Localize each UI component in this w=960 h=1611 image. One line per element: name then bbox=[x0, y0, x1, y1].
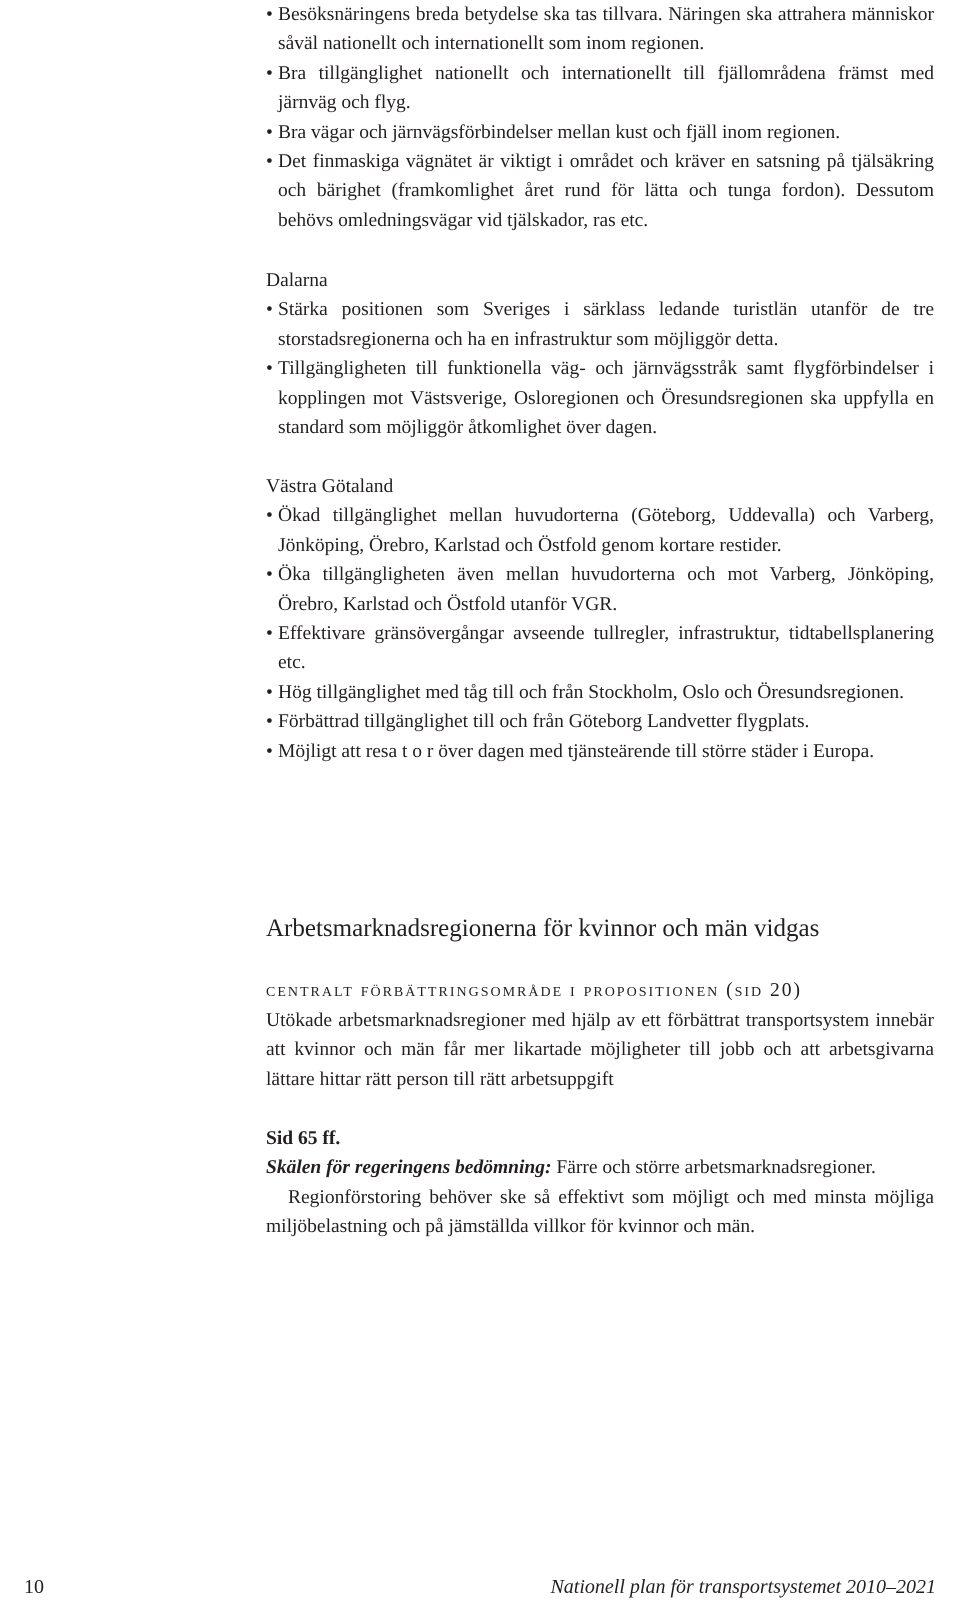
running-title: Nationell plan för transportsystemet 2010–2021 bbox=[550, 1576, 936, 1598]
list-item: • Effektivare gränsövergångar avseende tullregler, infrastruktur, tidtabellsplanering etc. bbox=[266, 619, 934, 678]
list-item: • Öka tillgängligheten även mellan huvudorterna och mot Varberg, Jönköping, Örebro, Karlstad och Östfold utanför VGR. bbox=[266, 560, 934, 619]
top-bullet-list bbox=[266, 0, 934, 235]
page-reference: Sid 65 ff. bbox=[266, 1128, 341, 1149]
list-item: • Tillgängligheten till funktionella väg- och järnvägsstråk samt flygförbindelser i kopplingen mot Västsverige, Osloregionen och Öresundsregionen ska uppfylla en standard som möjliggör åtkomlighet över dagen. bbox=[266, 354, 934, 442]
assessment-text: Färre och större arbetsmarknadsregioner. bbox=[551, 1157, 876, 1179]
bullet-icon: • bbox=[266, 299, 273, 321]
bullet-icon: • bbox=[266, 121, 273, 143]
assessment-paragraph bbox=[266, 1153, 934, 1182]
bullet-icon: • bbox=[266, 358, 273, 380]
list-item: • Ökad tillgänglighet mellan huvudorterna (Göteborg, Uddevalla) och Varberg, Jönköping, Örebro, Karlstad och Östfold genom kortare restider. bbox=[266, 501, 934, 560]
list-item: • Bra tillgänglighet nationellt och internationellt till fjällområdena främst med järnväg och flyg. bbox=[266, 59, 934, 118]
section-subheading: centralt förbättringsområde i propositionen (sid 20) bbox=[266, 980, 803, 1001]
assessment-label: Skälen för regeringens bedömning: bbox=[266, 1157, 552, 1179]
bullet-icon: • bbox=[266, 740, 273, 762]
bullet-icon: • bbox=[266, 711, 273, 733]
list-item: • Stärka positionen som Sveriges i särklass ledande turistlän utanför de tre storstadsregionerna och ha en infrastruktur som möjliggör detta. bbox=[266, 295, 934, 354]
list-item: • Förbättrad tillgänglighet till och från Göteborg Landvetter flygplats. bbox=[266, 707, 934, 736]
bullet-icon: • bbox=[266, 564, 273, 586]
bullet-icon: • bbox=[266, 4, 273, 25]
page-number: 10 bbox=[24, 1576, 44, 1598]
list-item: • Det finmaskiga vägnätet är viktigt i området och kräver en satsning på tjälsäkring och bärighet (framkomlighet året rund för lätta och tunga fordon). Dessutom behövs omledningsvägar vid tjälskador, ras etc. bbox=[266, 147, 934, 235]
list-item: • Hög tillgänglighet med tåg till och från Stockholm, Oslo och Öresundsregionen. bbox=[266, 678, 934, 707]
section-heading: Arbetsmarknadsregionerna för kvinnor och män vidgas bbox=[266, 915, 820, 942]
list-item: • Besöksnäringens breda betydelse ska tas tillvara. Näringen ska attrahera människor såväl nationellt och internationellt som inom regionen. bbox=[266, 0, 934, 59]
bullet-icon: • bbox=[266, 151, 273, 173]
bullet-icon: • bbox=[266, 623, 273, 645]
vastra-gotaland-section bbox=[266, 472, 934, 766]
list-item: • Bra vägar och järnvägsförbindelser mellan kust och fjäll inom regionen. bbox=[266, 118, 934, 147]
bullet-icon: • bbox=[266, 505, 273, 527]
body-paragraph: Regionförstoring behöver ske så effektivt som möjligt och med minsta möjliga miljöbelastning och på jämställda villkor för kvinnor och män. bbox=[266, 1186, 934, 1238]
region-title-dalarna: Dalarna bbox=[266, 270, 328, 291]
bullet-icon: • bbox=[266, 681, 273, 703]
section-intro bbox=[266, 1006, 934, 1094]
dalarna-section bbox=[266, 266, 934, 442]
region-title-vastra-gotaland: Västra Götaland bbox=[266, 476, 394, 497]
bullet-icon: • bbox=[266, 62, 273, 84]
intro-paragraph: Utökade arbetsmarknadsregioner med hjälp av ett förbättrat transportsystem innebär att kvinnor och män får mer likartade möjligheter till jobb och att arbetsgivarna lättare hittar rätt person till rätt arbetsuppgift bbox=[266, 1010, 934, 1090]
list-item: • Möjligt att resa t o r över dagen med tjänsteärende till större städer i Europa. bbox=[266, 737, 934, 766]
government-assessment bbox=[266, 1124, 934, 1242]
